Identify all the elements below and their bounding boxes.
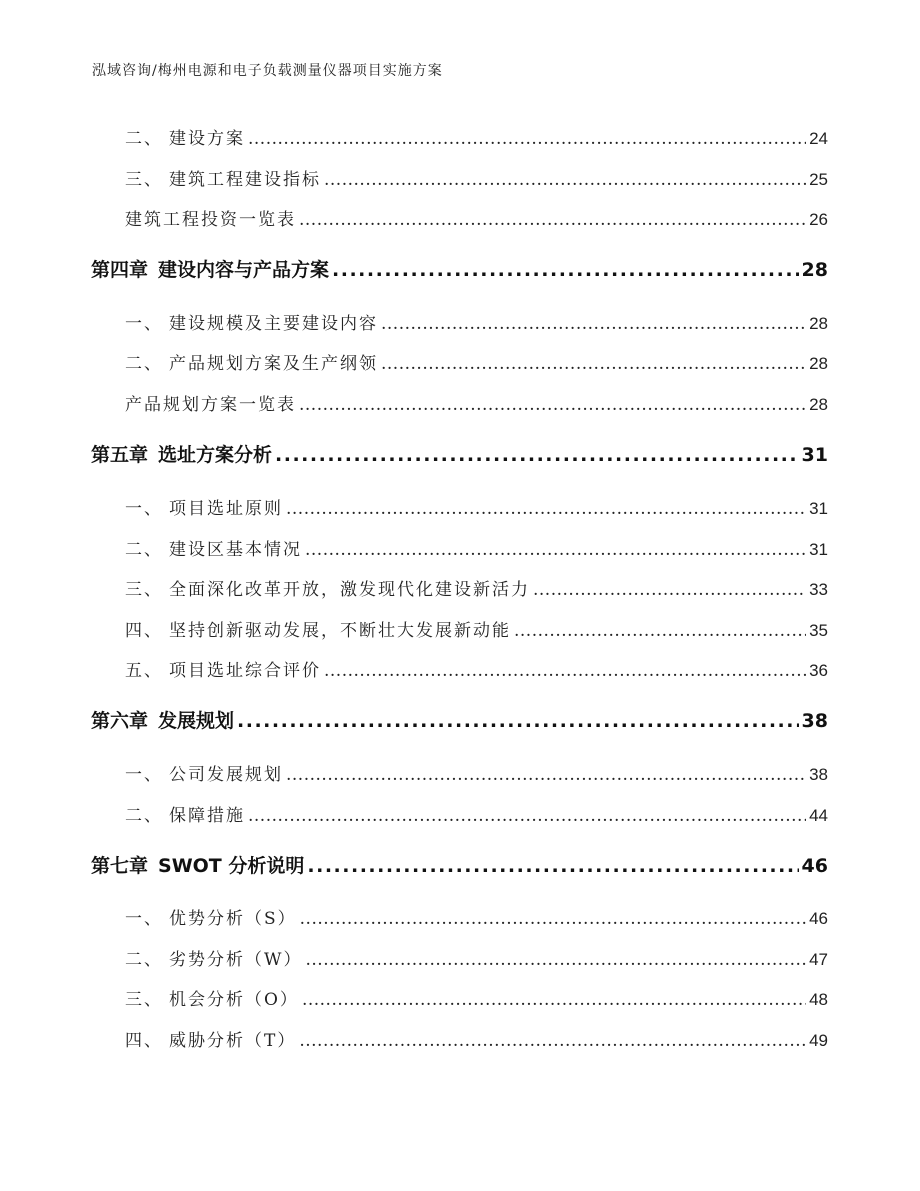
toc-entry[interactable]	[125, 904, 828, 929]
toc-leader-dots	[324, 170, 806, 190]
toc-entry[interactable]	[125, 656, 828, 681]
toc-entry-label	[125, 124, 245, 149]
toc-leader-dots	[248, 806, 806, 826]
toc-entry-number: 二、	[125, 950, 163, 970]
header-divider	[88, 88, 832, 89]
toc-entry[interactable]	[125, 535, 828, 560]
toc-entry[interactable]	[125, 801, 828, 826]
toc-entry-label	[125, 760, 283, 785]
toc-page-number: 47	[809, 950, 828, 969]
toc-leader-dots	[237, 710, 799, 732]
toc-entry[interactable]	[125, 616, 828, 641]
toc-entry-title: 劣势分析（W）	[169, 950, 303, 970]
toc-page-number: 31	[809, 499, 828, 518]
toc-entry-label	[125, 535, 302, 560]
toc-entry-number: 一、	[125, 909, 163, 929]
toc-entry-title: 建设方案	[169, 129, 245, 149]
toc-chapter-title: 选址方案分析	[158, 444, 273, 466]
toc-chapter[interactable]	[91, 255, 828, 282]
toc-entry-label	[125, 575, 530, 600]
toc-entry-label	[125, 945, 302, 970]
toc-leader-dots	[286, 765, 806, 785]
toc-page-number: 44	[809, 806, 828, 825]
toc-page-number: 33	[809, 580, 828, 599]
toc-chapter-number: 第七章	[91, 855, 149, 877]
toc-leader-dots	[286, 499, 806, 519]
toc-entry-title: 产品规划方案及生产纲领	[169, 354, 378, 374]
toc-entry-title: 威胁分析（T）	[169, 1031, 297, 1051]
toc-chapter-number: 第五章	[91, 444, 149, 466]
toc-entry-label	[125, 985, 299, 1010]
toc-leader-dots	[381, 314, 806, 334]
toc-page-number: 31	[801, 444, 828, 466]
toc-page-number: 26	[809, 210, 828, 229]
toc-chapter-title: SWOT 分析说明	[158, 855, 305, 877]
toc-entry-label	[125, 1026, 296, 1051]
toc-chapter-title: 建设内容与产品方案	[158, 259, 330, 281]
toc-entry-title: 保障措施	[169, 806, 245, 826]
toc-chapter-number: 第四章	[91, 259, 149, 281]
toc-page-number: 46	[809, 909, 828, 928]
toc-entry-number: 一、	[125, 499, 163, 519]
toc-entry-title: 建筑工程建设指标	[169, 170, 321, 190]
toc-entry[interactable]	[125, 945, 828, 970]
toc-entry-title: 项目选址原则	[169, 499, 283, 519]
toc-leader-dots	[299, 210, 806, 230]
toc-leader-dots	[514, 621, 806, 641]
toc-chapter[interactable]	[91, 440, 828, 467]
toc-page-number: 35	[809, 621, 828, 640]
toc-leader-dots	[305, 950, 806, 970]
toc-entry-number: 一、	[125, 765, 163, 785]
toc-entry-number: 二、	[125, 540, 163, 560]
toc-entry[interactable]	[125, 390, 828, 415]
toc-entry-title: 公司发展规划	[169, 765, 283, 785]
toc-leader-dots	[533, 580, 806, 600]
toc-entry-title: 全面深化改革开放，激发现代化建设新活力	[169, 580, 530, 600]
toc-page-number: 49	[809, 1031, 828, 1050]
toc-entry[interactable]	[125, 985, 828, 1010]
toc-leader-dots	[307, 855, 798, 877]
toc-entry-title: 坚持创新驱动发展，不断壮大发展新动能	[169, 621, 511, 641]
toc-page-number: 28	[801, 259, 828, 281]
toc-page-number: 25	[809, 170, 828, 189]
toc-entry-number: 二、	[125, 129, 163, 149]
toc-entry[interactable]	[125, 309, 828, 334]
toc-page-number: 38	[809, 765, 828, 784]
toc-chapter-title: 发展规划	[158, 710, 235, 732]
toc-entry-label	[125, 801, 245, 826]
toc-page-number: 28	[809, 354, 828, 373]
toc-entry-number: 三、	[125, 580, 163, 600]
toc-entry[interactable]	[125, 1026, 828, 1051]
toc-leader-dots	[275, 444, 799, 466]
toc-entry-label	[125, 165, 321, 190]
toc-entry-label	[125, 656, 321, 681]
toc-entry[interactable]	[125, 165, 828, 190]
toc-entry-title: 优势分析（S）	[169, 909, 297, 929]
toc-entry-label	[125, 616, 511, 641]
toc-leader-dots	[305, 540, 806, 560]
toc-entry-number: 五、	[125, 661, 163, 681]
toc-entry-title: 建筑工程投资一览表	[125, 210, 296, 230]
toc-chapter-number: 第六章	[91, 710, 149, 732]
toc-entry-number: 三、	[125, 990, 163, 1010]
toc-entry-number: 二、	[125, 806, 163, 826]
toc-leader-dots	[302, 990, 806, 1010]
toc-entry-number: 四、	[125, 621, 163, 641]
toc-entry-label	[125, 309, 378, 334]
toc-leader-dots	[299, 395, 806, 415]
toc-leader-dots	[381, 354, 806, 374]
toc-entry-number: 四、	[125, 1031, 163, 1051]
toc-page-number: 48	[809, 990, 828, 1009]
toc-page-number: 24	[809, 129, 828, 148]
toc-chapter[interactable]	[91, 851, 828, 878]
toc-leader-dots	[299, 1031, 806, 1051]
toc-chapter[interactable]	[91, 706, 828, 733]
toc-entry-title: 机会分析（O）	[169, 990, 299, 1010]
toc-entry-label	[125, 349, 378, 374]
toc-page-number: 36	[809, 661, 828, 680]
toc-leader-dots	[248, 129, 806, 149]
toc-entry-title: 建设区基本情况	[169, 540, 302, 560]
toc-entry-number: 三、	[125, 170, 163, 190]
toc-entry[interactable]	[125, 205, 828, 230]
toc-entry-title: 产品规划方案一览表	[125, 395, 296, 415]
toc-entry-title: 建设规模及主要建设内容	[169, 314, 378, 334]
toc-entry[interactable]	[125, 575, 828, 600]
toc-leader-dots	[324, 661, 806, 681]
toc-page-number: 28	[809, 314, 828, 333]
document-header: 泓域咨询/梅州电源和电子负载测量仪器项目实施方案	[92, 63, 443, 79]
toc-entry-label	[125, 390, 296, 415]
toc-chapter-label	[91, 440, 272, 467]
toc-entry-label	[125, 205, 296, 230]
toc-page-number: 38	[801, 710, 828, 732]
toc-leader-dots	[332, 259, 799, 281]
toc-leader-dots	[300, 909, 806, 929]
toc-entry[interactable]	[125, 760, 828, 785]
toc-entry-number: 一、	[125, 314, 163, 334]
toc-chapter-label	[91, 706, 234, 733]
toc-entry-label	[125, 904, 297, 929]
toc-entry[interactable]	[125, 124, 828, 149]
toc-chapter-label	[91, 851, 304, 878]
toc-page-number: 28	[809, 395, 828, 414]
toc-chapter-label	[91, 255, 329, 282]
toc-entry[interactable]	[125, 349, 828, 374]
toc-page-number: 31	[809, 540, 828, 559]
toc-entry-number: 二、	[125, 354, 163, 374]
toc-page-number: 46	[801, 855, 828, 877]
toc-entry[interactable]	[125, 494, 828, 519]
toc-entry-label	[125, 494, 283, 519]
toc-entry-title: 项目选址综合评价	[169, 661, 321, 681]
